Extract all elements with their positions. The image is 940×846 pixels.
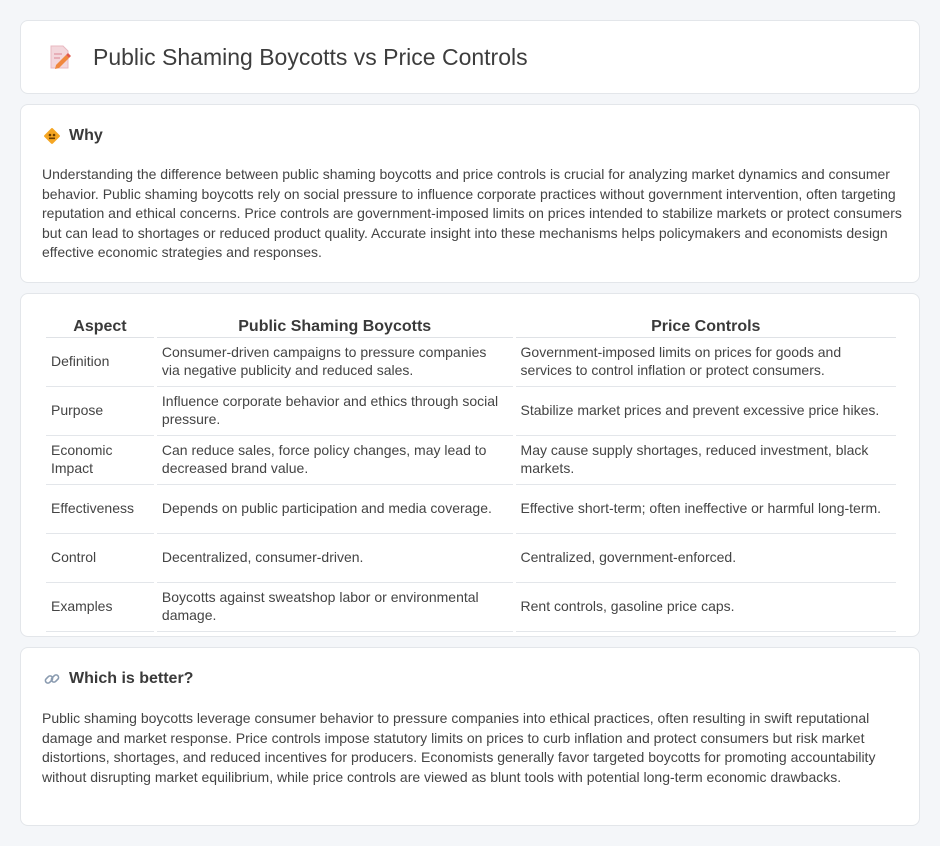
diamond-sign-icon bbox=[43, 127, 61, 145]
column-header: Price Controls bbox=[516, 316, 896, 338]
table-cell-aspect: Definition bbox=[46, 338, 154, 387]
title-row bbox=[47, 43, 528, 71]
table-cell: Consumer-driven campaigns to pressure companies via negative publicity and reduced sales. bbox=[157, 338, 513, 387]
table-cell: Rent controls, gasoline price caps. bbox=[516, 583, 896, 632]
table-header-row bbox=[46, 316, 896, 338]
table-cell: Depends on public participation and media coverage. bbox=[157, 485, 513, 534]
table-cell: Influence corporate behavior and ethics through social pressure. bbox=[157, 387, 513, 436]
table-row bbox=[46, 534, 896, 583]
table-cell-aspect: Effectiveness bbox=[46, 485, 154, 534]
table-cell-aspect: Purpose bbox=[46, 387, 154, 436]
why-title: Why bbox=[69, 127, 103, 144]
table-row bbox=[46, 387, 896, 436]
table-row bbox=[46, 485, 896, 534]
table-cell: Effective short-term; often ineffective or harmful long-term. bbox=[516, 485, 896, 534]
table-cell: May cause supply shortages, reduced investment, black markets. bbox=[516, 436, 896, 485]
table-cell-aspect: Economic Impact bbox=[46, 436, 154, 485]
table-cell-aspect: Control bbox=[46, 534, 154, 583]
comparison-section bbox=[20, 293, 920, 637]
table-cell: Government-imposed limits on prices for goods and services to control inflation or protect consumers. bbox=[516, 338, 896, 387]
why-body: Understanding the difference between public shaming boycotts and price controls is crucial for analyzing market dynamics and consumer behavior. Public shaming boycotts rely on social pressure to influence corporate practices without government intervention, often targeting reputation and ethical concerns. Price controls are government-imposed limits on prices intended to stabilize markets or protect consumers but can lead to shortages or reduced product quality. Accurate insight into these mechanisms helps policymakers and economists design effective economic strategies and responses. bbox=[42, 166, 902, 261]
better-title: Which is better? bbox=[69, 670, 194, 687]
which-is-better-section bbox=[20, 647, 920, 826]
title-card bbox=[20, 20, 920, 94]
table-cell: Decentralized, consumer-driven. bbox=[157, 534, 513, 583]
table-row bbox=[46, 583, 896, 632]
table-cell: Can reduce sales, force policy changes, may lead to decreased brand value. bbox=[157, 436, 513, 485]
table-cell: Centralized, government-enforced. bbox=[516, 534, 896, 583]
table-cell: Stabilize market prices and prevent excessive price hikes. bbox=[516, 387, 896, 436]
table-cell: Boycotts against sweatshop labor or environmental damage. bbox=[157, 583, 513, 632]
column-header: Public Shaming Boycotts bbox=[157, 316, 513, 338]
table-row bbox=[46, 338, 896, 387]
table-cell-aspect: Examples bbox=[46, 583, 154, 632]
document-pencil-icon bbox=[47, 43, 73, 71]
column-header: Aspect bbox=[46, 316, 154, 338]
why-section bbox=[20, 104, 920, 283]
better-body: Public shaming boycotts leverage consumer behavior to pressure companies into ethical practices, often resulting in swift reputational damage and market response. Price controls impose statutory limits on prices to curb inflation and protect consumers but risk market distortions, shortages, and reduced incentives for producers. Economists generally favor targeted boycotts for promoting accountability without disrupting market equilibrium, while price controls are viewed as blunt tools with potential long-term economic drawbacks. bbox=[42, 710, 876, 785]
why-heading bbox=[43, 127, 103, 145]
table-row bbox=[46, 436, 896, 485]
page-title: Public Shaming Boycotts vs Price Controls bbox=[93, 43, 528, 70]
comparison-table bbox=[43, 316, 899, 632]
link-icon bbox=[43, 670, 61, 688]
better-heading bbox=[43, 670, 193, 688]
